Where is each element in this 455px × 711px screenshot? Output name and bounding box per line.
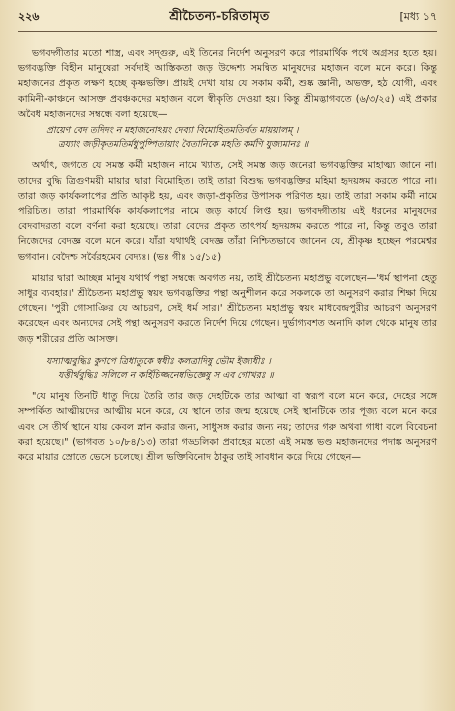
verse-1-line-1: প্রায়েণ বেদ তদিদং ন মহাজনোঽয়ং দেব্যা বিমোহিতমতির্বত মায়য়ালম্ । xyxy=(46,125,299,137)
section-reference: [মধ্য ১৭ xyxy=(399,10,437,23)
verse-2-line-1: যস্যাত্মবুদ্ধিঃ কুণপে ত্রিধাতুকে স্বধীঃ কলত্রাদিষু ভৌম ইজ্যধীঃ । xyxy=(46,355,271,367)
paragraph-3: মায়ার দ্বারা আচ্ছন্ন মানুষ যথার্থ পন্থা সম্বন্ধে অবগত নয়, তাই শ্রীচৈতন্য মহাপ্রভু বলেছেন—'ধর্ম স্থাপনা হেতু সাধুর ব্যবহার।' শ্রীচৈতন্য মহাপ্রভু স্বয়ং ভগবদ্ভক্তির পন্থা অনুশীলন করে সকলকে তা অনুসরণ করার শিক্ষা দিয়ে গেছেন। 'পুরী গোসাঞির যে আচরণ, সেই ধর্ম সার।' শ্রীচৈতন্য মহাপ্রভু স্বয়ং মাধবেন্দ্রপুরীর আচরণ অনুসরণ করেছেন এবং অন্যদের সেই পন্থা অনুসরণ করতে নির্দেশ দিয়ে গেছেন। দুর্ভাগ্যবশত অনাদি কাল থেকে মানুষ তার জড় শরীরের প্রতি আসক্ত। xyxy=(18,272,437,345)
sanskrit-verse-2 xyxy=(18,355,437,383)
paragraph-2: অর্থাৎ, জগতে যে সমস্ত কর্মী মহাজন নামে খ্যাত, সেই সমস্ত জড় জনেরা ভগবদ্ভক্তির মাহাত্ম্য জানে না। তাদের বুদ্ধি ত্রিগুণময়ী মায়ার দ্বারা বিমোহিত। তাই তারা বিশুদ্ধ ভগবদ্ভক্তির মহিমা হৃদয়ঙ্গম করতে পারে না। তারা জড় কার্যকলাপের প্রতি আকৃষ্ট হয়, এবং জড়া-প্রকৃতির উপাসক পরিণত হয়। তাই তারা সকাম কর্মী নামে পরিচিত। তারা পারমার্থিক কার্যকলাপের নামে জড় কার্যে লিপ্ত হয়। ভগবদ্গীতায় এই ধরনের মানুষদের বেদবাদরতা বলে বর্ণনা করা হয়েছে। তারা বেদের প্রকৃত তাৎপর্য হৃদয়ঙ্গম করতে পারে না, কিন্তু তবুও তারা নিজেদের বেদজ্ঞ বলে মনে করে। যাঁরা যথার্থই বেদজ্ঞ তাঁরা নিশ্চিতভাবে জানেন যে, শ্রীকৃষ্ণ হচ্ছেন পরমেশ্বর ভগবান। বেদৈশ্চ সর্বৈরহমেব বেদ্যঃ। (ভঃ গীঃ ১৫/১৫) xyxy=(18,160,437,263)
sanskrit-verse-1 xyxy=(18,124,437,152)
verse-1-line-2: ত্রয্যাং জড়ীকৃতমতির্মধুপুষ্পিতায়াং বৈতানিকে মহতি কর্মণি যুজ্যমানঃ ॥ xyxy=(58,139,309,151)
paragraph-1: ভগবদ্গীতার মতো শাস্ত্র, এবং সদ্গুরু, এই তিনের নির্দেশ অনুসরণ করে পারমার্থিক পথে অগ্রসর হতে হয়। ভগবদ্ভক্তি বিহীন মানুষেরা সর্বদাই আস্তিকতা জড় উদ্দেশ্য সমন্বিত মানুষদের মহাজন বলে মনে করে। কিন্তু মহাজনের প্রকৃত লক্ষণ হচ্ছে কৃষ্ণভক্তি। প্রায়ই দেখা যায় যে সকাম কর্মী, শুষ্ক জ্ঞানী, অভক্ত, হঠ যোগী, এবং কামিনী-কাঞ্চনে আসক্ত প্রবঞ্চকদের মহাজন বলে স্বীকৃতি দেওয়া হয়। কিন্তু শ্রীমদ্ভাগবতে (৬/৩/২৫) এই প্রকার অবৈধ মহাজনদের সম্বন্ধে বলা হয়েছে— xyxy=(18,48,437,120)
page-number: ২২৬ xyxy=(18,10,40,23)
page-header xyxy=(18,8,437,32)
book-title: শ্রীচৈতন্য-চরিতামৃত xyxy=(169,8,270,23)
paragraph-4: "যে মানুষ তিনটি ধাতু দিয়ে তৈরি তার জড় দেহটিকে তার আত্মা বা স্বরূপ বলে মনে করে, দেহের সঙ্গে সম্পর্কিত আত্মীয়দের আত্মীয় মনে করে, যে স্থানে তার জন্ম হয়েছে সেই স্থানটিকে তার পূজ্য বলে মনে করে এবং সে তীর্থ স্থানে যায় কেবল স্নান করার জন্য, সাধুসঙ্গ করার জন্য নয়; তাদের গরু অথবা গাধা বলে বিবেচনা করা হয়েছে।" (ভাগবত ১০/৮৪/১৩) তারা গড্ডলিকা প্রবাহের মতো এই সমস্ত ভণ্ড মহাজনদের পদাঙ্ক অনুসরণ করে মায়ার স্রোতে ভেসে চলেছে। শ্রীল ভক্তিবিনোদ ঠাকুর তাই সাবধান করে দিয়ে গেছেন— xyxy=(18,391,437,464)
verse-2-line-2: যত্তীর্থবুদ্ধিঃ সলিলে ন কর্হিচিজ্জনেষ্বভিজ্ঞেষু স এব গোখরঃ ॥ xyxy=(58,370,274,382)
